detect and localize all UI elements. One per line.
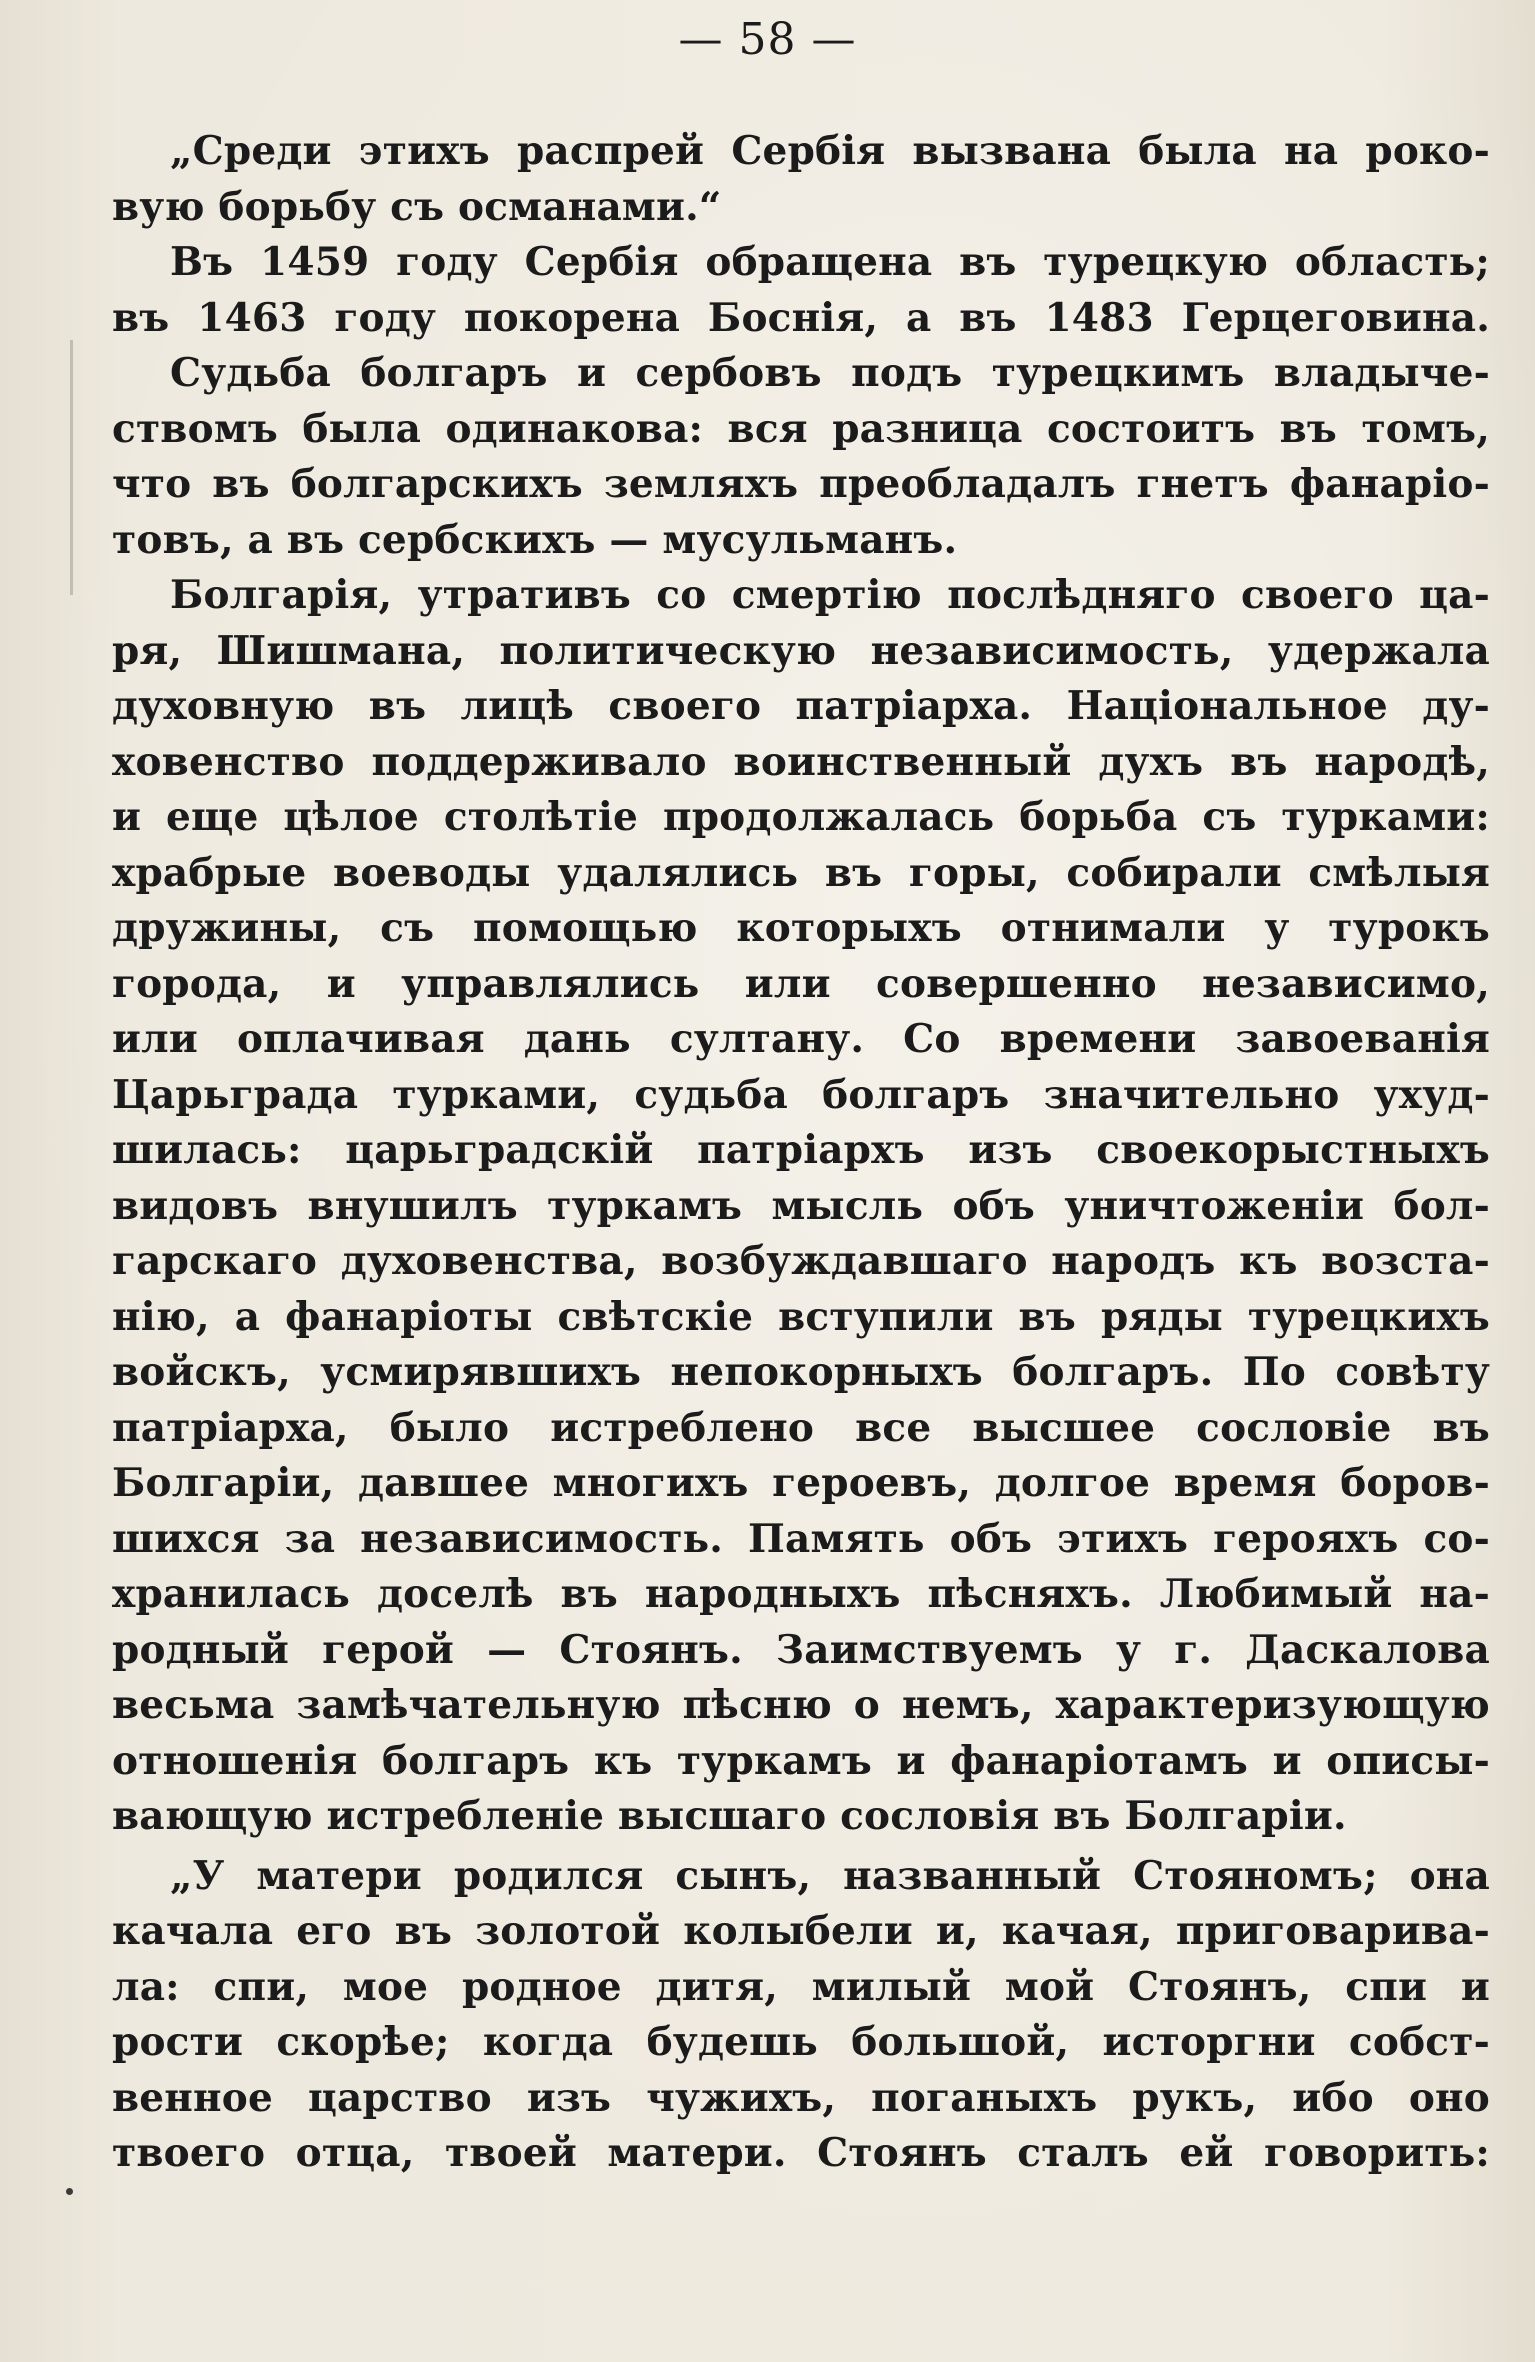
text-line: въ 1463 году покорена Боснія, а въ 1483 Герцеговина. — [112, 294, 1490, 341]
text-line: венное царство изъ чужихъ, поганыхъ рукъ, ибо оно — [112, 2074, 1490, 2121]
text-line: храбрые воеводы удалялись въ горы, собирали смѣлыя — [112, 849, 1490, 896]
text-line: товъ, а въ сербскихъ — мусульманъ. — [112, 516, 958, 563]
text-line: или оплачивая дань султану. Со времени завоеванія — [112, 1016, 1490, 1062]
text-line: Въ 1459 году Сербія обращена въ турецкую область; — [170, 239, 1490, 285]
text-line: духовную въ лицѣ своего патріарха. Національное ду- — [112, 683, 1490, 729]
text-line: Болгарія, утративъ со смертію послѣдняго своего ца- — [170, 572, 1490, 618]
text-line: вую борьбу съ османами.“ — [112, 183, 722, 230]
text-line: дружины, съ помощью которыхъ отнимали у турокъ — [112, 905, 1490, 951]
text-line: „Среди этихъ распрей Сербія вызвана была на роко- — [170, 128, 1490, 174]
body-text — [112, 124, 1490, 2182]
text-line: хранилась доселѣ въ народныхъ пѣсняхъ. Любимый на- — [112, 1571, 1490, 1617]
text-line: ховенство поддерживало воинственный духъ въ народѣ, — [112, 738, 1490, 785]
text-line: ла: спи, мое родное дитя, милый мой Стоянъ, спи и — [112, 1963, 1490, 2010]
text-line: ствомъ была одинакова: вся разница состоитъ въ томъ, — [112, 405, 1490, 452]
text-line: вающую истребленіе высшаго сословія въ Болгаріи. — [112, 1793, 1347, 1839]
text-line: рости скорѣе; когда будешь большой, исторгни собст- — [112, 2019, 1490, 2065]
text-line: видовъ внушилъ туркамъ мысль объ уничтоженіи бол- — [112, 1182, 1490, 1229]
text-line: родный герой — Стоянъ. Заимствуемъ у г. Даскалова — [112, 1626, 1490, 1673]
text-line: качала его въ золотой колыбели и, качая, приговарива- — [112, 1908, 1490, 1954]
page-number: — 58 — — [678, 14, 857, 65]
text-line: нію, а фанаріоты свѣтскіе вступили въ ряды турецкихъ — [112, 1293, 1490, 1340]
text-line: и еще цѣлое столѣтіе продолжалась борьба съ турками: — [112, 794, 1490, 840]
text-line: патріарха, было истреблено все высшее сословіе въ — [112, 1404, 1490, 1451]
text-line: отношенія болгаръ къ туркамъ и фанаріотамъ и описы- — [112, 1737, 1490, 1784]
margin-pencil-mark — [70, 340, 73, 595]
text-line: шилась: царьградскій патріархъ изъ своекорыстныхъ — [112, 1127, 1490, 1173]
text-line: твоего отца, твоей матери. Стоянъ сталъ ей говорить: — [112, 2130, 1490, 2176]
text-line: Болгаріи, давшее многихъ героевъ, долгое время боров- — [112, 1460, 1490, 1506]
text-line: шихся за независимость. Память объ этихъ герояхъ со- — [112, 1515, 1490, 1562]
text-line: города, и управлялись или совершенно независимо, — [112, 960, 1490, 1007]
text-line: войскъ, усмирявшихъ непокорныхъ болгаръ. По совѣту — [112, 1349, 1490, 1395]
text-line: что въ болгарскихъ земляхъ преобладалъ гнетъ фанаріо- — [112, 461, 1490, 507]
text-line: Царьграда турками, судьба болгаръ значительно ухуд- — [112, 1071, 1490, 1118]
text-line: весьма замѣчательную пѣсню о немъ, характеризующую — [112, 1682, 1490, 1728]
text-line: ря, Шишмана, политическую независимость, удержала — [112, 627, 1490, 674]
text-line: „У матери родился сынъ, названный Стояномъ; она — [170, 1852, 1490, 1899]
text-line: гарскаго духовенства, возбуждавшаго народъ къ возста- — [112, 1238, 1490, 1284]
text-line: Судьба болгаръ и сербовъ подъ турецкимъ владыче- — [170, 350, 1490, 396]
margin-ink-dot — [66, 2188, 73, 2195]
